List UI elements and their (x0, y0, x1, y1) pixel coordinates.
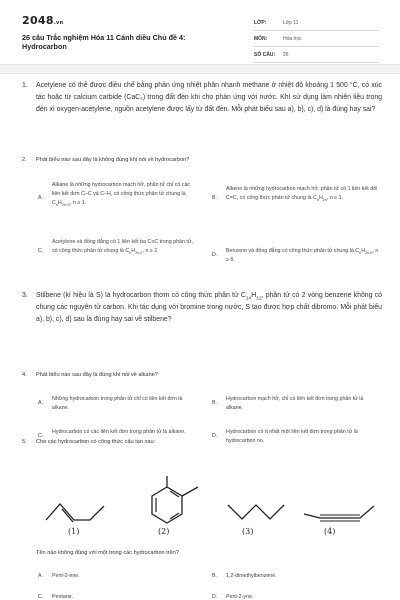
question-5-option-d[interactable] (212, 593, 380, 600)
document-title (22, 33, 232, 51)
question-2-option-c[interactable] (38, 238, 198, 256)
option-text: Acetylene và đồng đẳng có 1 liên kết ba C≡C trong phân tử, có công thức phân tử chung là $C_nH_{2n-2}$, n ≥ 2 (52, 239, 193, 255)
structure-label: (2) (158, 527, 170, 536)
option-letter: C. (38, 594, 44, 600)
structure-2-image (132, 474, 208, 528)
option-letter: D. (212, 252, 218, 258)
question-4-option-b[interactable] (212, 395, 380, 413)
option-text: Pent-2-yne. (226, 594, 254, 600)
option-letter: B. (212, 195, 218, 201)
meta-row-class (254, 15, 379, 31)
option-letter: A. (38, 195, 44, 201)
option-text: 1,2-dimethylbenzene. (226, 573, 277, 579)
option-letter: D. (212, 433, 218, 439)
question-2-option-a[interactable] (38, 181, 198, 207)
question-3 (22, 290, 382, 327)
option-text: Hydrocarbon có ít nhất một liên kết đơn trong phân tử là hydrocarbon no. (226, 429, 358, 444)
question-text: Stilbene (kí hiệu là S) là hydrocarbon thơm có công thức phân tử $C_{14}H_{12}$, phân tử có 2 vòng benzene không có chung các nguyên tử carbon. Khi tác dụng với bromine trong nước, S tạo được hợp chất dibromo. Mỗi phát biểu a), b), c), d) sau là đúng hay sai về stilbene? (36, 292, 382, 324)
option-text: Pentane. (52, 594, 74, 600)
structure-1-image (42, 496, 112, 526)
question-text: Phát biểu nào sau đây là đúng khi nói về alkane? (36, 372, 158, 378)
meta-value: Lớp 11 (283, 19, 299, 26)
meta-value: 26 (283, 51, 289, 58)
document-header (0, 0, 400, 62)
structure-label: (3) (242, 527, 254, 536)
question-text: Phát biểu nào sau đây là không đúng khi nói về hydrocarbon? (36, 157, 190, 163)
option-letter: B. (212, 573, 218, 579)
site-logo[interactable]: 2048.vn (22, 14, 64, 27)
document-title-line2: Hydrocarbon (22, 42, 67, 51)
meta-label: MÔN: (254, 35, 268, 42)
option-letter: A. (38, 573, 44, 579)
meta-row-subject (254, 31, 379, 47)
option-text: Những hydrocarbon trong phân tử chỉ có liên kết đơn là alkane. (52, 396, 183, 411)
question-number: 5. (22, 439, 27, 445)
question-5-option-a[interactable] (38, 572, 198, 581)
option-text: Alkene là những hydrocarbon mạch hở, phân tử có 1 liên kết đôi C=C, có công thức phân tử chung là $C_nH_{2n}$, n ≥ 1. (226, 186, 378, 202)
meta-label: SỐ CÂU: (254, 51, 276, 58)
option-text: Alkane là những hydrocarbon mạch hở, phân tử chỉ có các liên kết đơn C–C và C–H, có công thức phân tử chung là $C_nH_{2n+2}$, n ≥ 1. (52, 182, 191, 207)
option-letter: C. (38, 248, 44, 254)
option-letter: B. (212, 400, 218, 406)
option-letter: D. (212, 594, 218, 600)
option-text: Benzene và đồng đẳng có công thức phân tử chung là $C_nH_{2n-6}$, n ≥ 6. (226, 248, 379, 263)
structure-label: (1) (68, 527, 80, 536)
header-divider (0, 64, 400, 74)
question-4-option-a[interactable] (38, 395, 198, 413)
structure-label: (4) (324, 527, 336, 536)
question-number: 1. (22, 82, 28, 89)
question-4 (22, 369, 382, 381)
question-5-subtext: Tên nào không đúng với một trong các hydrocarbon trên? (36, 550, 179, 556)
option-text: Hydrocarbon mạch hở, chỉ có liên kết đơn trong phân tử là alkane. (226, 396, 364, 411)
question-5 (22, 436, 382, 448)
question-text: Cho các hydrocarbon có công thức cấu tạo sau: (36, 439, 156, 445)
meta-row-count (254, 47, 379, 63)
structure-4-image (300, 498, 380, 528)
option-letter: C. (38, 433, 44, 439)
question-number: 2. (22, 157, 27, 163)
question-5-option-b[interactable] (212, 572, 380, 581)
question-number: 3. (22, 292, 28, 299)
document-title-line1: 26 câu Trắc nghiệm Hóa 11 Cánh diều Chủ đề 4: (22, 33, 186, 42)
question-number: 4. (22, 372, 27, 378)
question-2-option-d[interactable] (212, 247, 380, 265)
question-2-option-b[interactable] (212, 185, 380, 203)
option-text: Pent-2-ene. (52, 573, 80, 579)
question-1 (22, 80, 382, 117)
question-text: Acetylene có thể được điều chế bằng phản ứng nhiệt phân nhanh methane ở nhiệt độ khoảng 1 500 °C, có xúc tác hoặc từ calcium carbide (CaC₂) trong đất đèn khi cho phản ứng với nước. Khí sử dụng làm nhiên liệu trong đèn xì oxygen-acetylene, nguồn acetylene được lấy từ đất đèn. Mỗi phát biểu sau a), b), c), d) là đúng hay sai? (36, 82, 382, 114)
question-5-option-c[interactable] (38, 593, 198, 600)
meta-label: LỚP: (254, 19, 267, 26)
meta-value: Hóa học (283, 35, 302, 42)
option-letter: A. (38, 400, 44, 406)
option-text: Hydrocarbon có các liên kết đơn trong phân tử là alkane. (52, 429, 186, 435)
structure-3-image (224, 495, 300, 525)
document-meta (254, 15, 379, 63)
question-2 (22, 154, 382, 166)
